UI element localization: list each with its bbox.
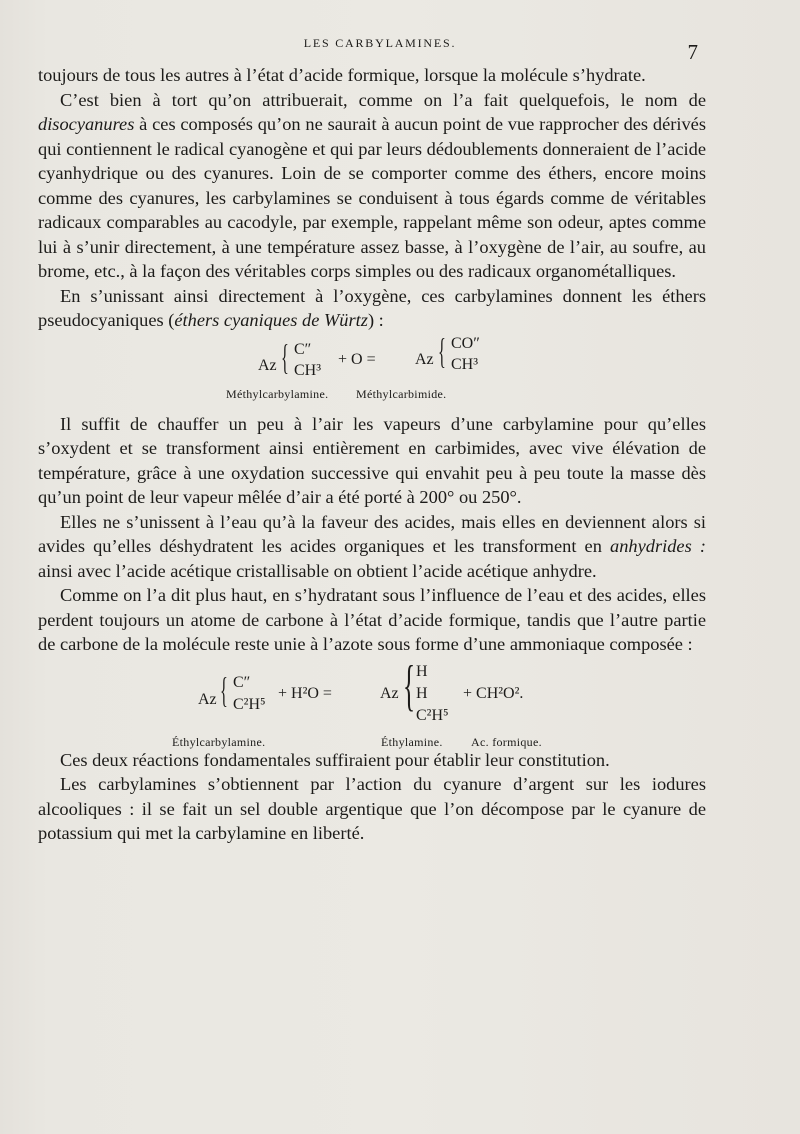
formula-1-brace-right: { — [438, 330, 446, 371]
formula-2-caption-right: Ac. formique. — [471, 734, 542, 749]
formula-1-top-left: C″ — [294, 340, 312, 358]
paragraph-3-text-b: ) : — [367, 310, 384, 330]
formula-1-caption-right: Méthylcarbimide. — [356, 386, 447, 401]
paragraph-5-emphasis: anhydrides : — [610, 536, 706, 556]
formula-2-top-left: C″ — [233, 673, 251, 691]
formula-1-bottom-right: CH³ — [451, 355, 479, 373]
formula-1-plus-oxygen: + O = — [338, 350, 376, 368]
formula-2-bottom-left: C²H⁵ — [233, 695, 266, 713]
paragraph-8: Les carbylamines s’obtiennent par l’action du cyanure d’argent sur les iodures alcooliques : il se fait un sel double argentique que l’on décompose par le cyanure de potassium qui met la carbylamine en liberté. — [38, 774, 706, 843]
page-body — [38, 63, 706, 846]
paragraph-2-text-b: à ces composés qu’on ne saurait à aucun point de vue rapprocher des dérivés qui contiennent le radical cyanogène et qui par leurs dédoublements donneraient de l’acide cyanhydrique ou des cyanures. Loin de se comporter comme des éthers, encore moins comme des cyanures, les carbylamines se conduisent à tous égards comme de véritables radicaux comparables au cacodyle, par exemple, rappelant même son odeur, aptes comme lui à s’unir directement, à une température assez basse, à l’oxygène de l’air, au soufre, au brome, etc., à la façon des véritables corps simples ou des radicaux organométalliques. — [38, 114, 706, 281]
paragraph-6: Comme on l’a dit plus haut, en s’hydratant sous l’influence de l’eau et des acides, elles perdent toujours un atome de carbone à l’état d’acide formique, tandis que l’autre partie de carbone de la molécule reste unie à l’azote sous forme d’une ammoniaque composée : — [38, 585, 706, 654]
formula-1-brace-left: { — [281, 336, 289, 377]
paragraph-2-emphasis: disocyanures — [38, 114, 135, 134]
formula-2-h1: H — [416, 662, 428, 680]
page-number: 7 — [687, 40, 698, 64]
paragraph-7: Ces deux réactions fondamentales suffiraient pour établir leur constitution. — [60, 749, 610, 770]
formula-2-plus-acid: + CH²O². — [463, 684, 524, 702]
paragraph-5-text-b: ainsi avec l’acide acétique cristallisable on obtient l’acide acétique anhydre. — [38, 560, 597, 581]
formula-1-caption-left: Méthylcarbylamine. — [226, 386, 329, 401]
formula-2-brace-left: { — [220, 669, 228, 710]
paragraph-2 — [38, 88, 706, 284]
formula-methyl-oxidation — [38, 330, 706, 402]
formula-2-az-right: Az — [380, 684, 399, 702]
formula-2-h2: H — [416, 684, 428, 702]
formula-ethyl-hydration — [38, 654, 706, 749]
formula-2-caption-mid: Éthylamine. — [381, 734, 443, 749]
running-title: LES CARBYLAMINES. — [303, 36, 457, 50]
formula-1-az-left: Az — [258, 356, 277, 374]
paragraph-3-text-a: En s’unissant ainsi directement à l’oxygène, ces carbylamines donnent les éthers pseudocyaniques ( — [38, 285, 706, 330]
formula-2-brace-right: { — [403, 654, 416, 717]
formula-2-plus-water: + H²O = — [278, 684, 332, 702]
paragraph-1: toujours de tous les autres à l’état d’acide formique, lorsque la molécule s’hydrate. — [38, 65, 646, 85]
paragraph-4: Il suffit de chauffer un peu à l’air les vapeurs d’une carbylamine pour qu’elles s’oxydent et se transforment ainsi entièrement en carbimides, avec vive élévation de température, grâce à une oxydation successive qui envahit peu à peu toute la masse dès qu’un point de leur vapeur mêlée d’air a été porté à 200° ou 250°. — [38, 413, 706, 507]
formula-1-bottom-left: CH³ — [294, 361, 322, 379]
paragraph-3 — [38, 284, 706, 333]
formula-1-az-right: Az — [415, 350, 434, 368]
formula-1-top-right: CO″ — [451, 334, 480, 352]
paragraph-5 — [38, 510, 706, 584]
paragraph-2-text-a: C’est bien à tort qu’on attribuerait, comme on l’a fait quelquefois, le nom de — [60, 89, 706, 110]
paragraph-5-text-a: Elles ne s’unissent à l’eau qu’à la faveur des acides, mais elles en deviennent alors si avides qu’elles déshydratent les acides organiques et les transforment en — [38, 511, 706, 556]
formula-2-c2h5: C²H⁵ — [416, 706, 449, 724]
formula-2-caption-left: Éthylcarbylamine. — [172, 734, 266, 749]
formula-2-az-left: Az — [198, 690, 217, 708]
paragraph-3-emphasis: éthers cyaniques de Würtz — [174, 310, 368, 330]
